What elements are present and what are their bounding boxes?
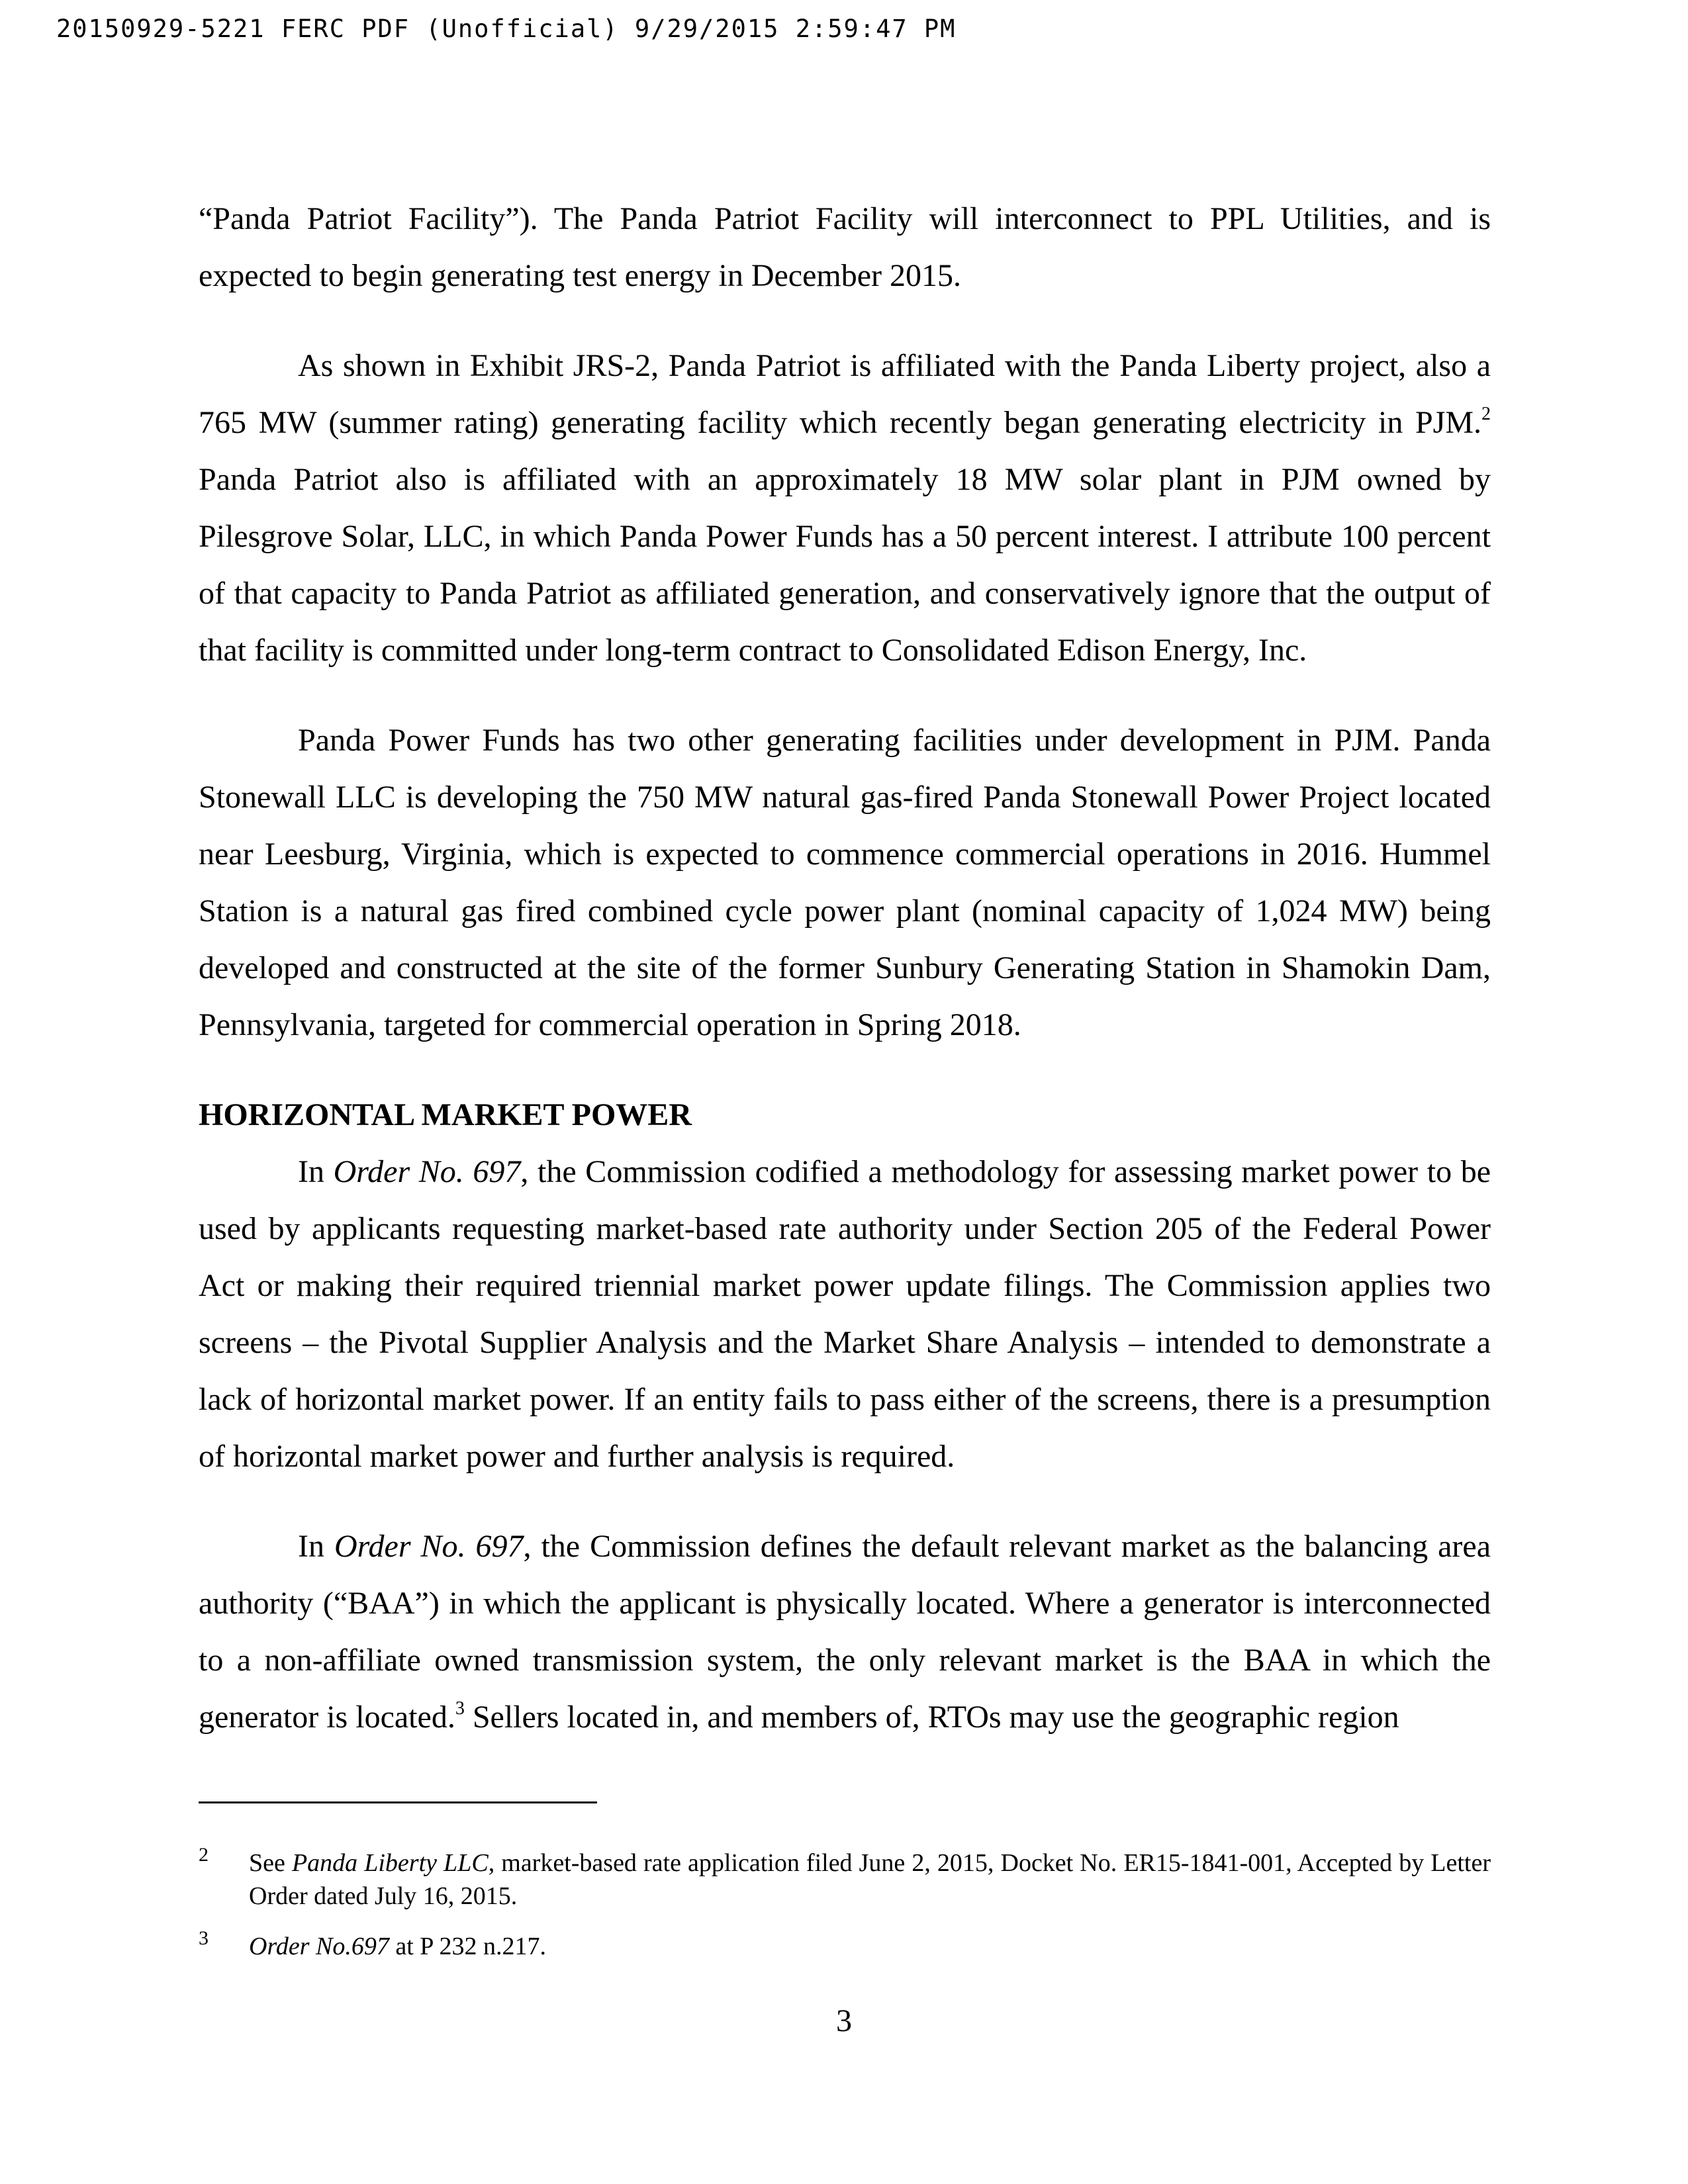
footnote-text: , market-based rate application filed June 2, 2015, Docket No. ER15-1841-001, Accepted by Letter Order dated July 16, 2015. [249, 1849, 1491, 1910]
paragraph-4 [199, 1144, 1491, 1485]
filing-stamp: 20150929-5221 FERC PDF (Unofficial) 9/29/2015 2:59:47 PM [56, 15, 957, 43]
footnote-3 [199, 1927, 1491, 1963]
footnote-citation: Order No.697 [249, 1933, 389, 1960]
paragraph-3: Panda Power Funds has two other generating facilities under development in PJM. Panda Stonewall LLC is developing the 750 MW natural gas-fired Panda Stonewall Power Project located near Leesburg, Virginia, which is expected to commence commercial operations in 2016. Hummel Station is a natural gas fired combined cycle power plant (nominal capacity of 1,024 MW) being developed and constructed at the site of the former Sunbury Generating Station in Shamokin Dam, Pennsylvania, targeted for commercial operation in Spring 2018. [199, 723, 1491, 1042]
footnote-pre: See [249, 1849, 292, 1877]
paragraph-4-citation: Order No. 697 [333, 1154, 521, 1189]
paragraph-5-pre: In [298, 1529, 334, 1564]
document-body [199, 191, 1491, 1746]
paragraph-4-post: , the Commission codified a methodology for assessing market power to be used by applicants requesting market-based rate authority under Section 205 of the Federal Power Act or making their required triennial market power update filings. The Commission applies two screens – the Pivotal Supplier Analysis and the Market Share Analysis – intended to demonstrate a lack of horizontal market power. If an entity fails to pass either of the screens, there is a presumption of horizontal market power and further analysis is required. [199, 1154, 1491, 1474]
paragraph-2-text: As shown in Exhibit JRS-2, Panda Patriot is affiliated with the Panda Liberty project, also a 765 MW (summer rating) generating facility which recently began generating electricity in PJM. [199, 348, 1491, 440]
paragraph-1: “Panda Patriot Facility”). The Panda Patriot Facility will interconnect to PPL Utilities, and is expected to begin generating test energy in December 2015. [199, 201, 1491, 293]
section-heading: HORIZONTAL MARKET POWER [199, 1097, 692, 1132]
paragraph-5 [199, 1518, 1491, 1746]
footnote-ref-3[interactable]: 3 [455, 1698, 465, 1719]
paragraph-5-rest: Sellers located in, and members of, RTOs may use the geographic region [464, 1700, 1399, 1735]
footnote-number: 3 [199, 1927, 209, 1949]
paragraph-2 [199, 338, 1491, 679]
footnote-text: at P 232 n.217. [389, 1933, 546, 1960]
footnote-divider [199, 1801, 597, 1803]
paragraph-5-citation: Order No. 697 [334, 1529, 524, 1564]
paragraph-4-pre: In [298, 1154, 334, 1189]
page-number: 3 [836, 2003, 852, 2038]
footnote-citation: Panda Liberty LLC [291, 1849, 489, 1877]
footnote-ref-2[interactable]: 2 [1481, 404, 1491, 424]
footnote-2 [199, 1846, 1491, 1913]
paragraph-5-post: , the Commission defines the default relevant market as the balancing area authority (“BAA”) in which the applicant is physically located. Where a generator is interconnected to a non-affiliate owned transmission system, the only relevant market is the BAA in which the generator is located. [199, 1529, 1491, 1735]
footnotes [199, 1846, 1491, 1980]
footnote-number: 2 [199, 1844, 209, 1866]
paragraph-2-rest: Panda Patriot also is affiliated with an approximately 18 MW solar plant in PJM owned by Pilesgrove Solar, LLC, in which Panda Power Funds has a 50 percent interest. I attribute 100 percent of that capacity to Panda Patriot as affiliated generation, and conservatively ignore that the output of that facility is committed under long-term contract to Consolidated Edison Energy, Inc. [199, 462, 1491, 668]
